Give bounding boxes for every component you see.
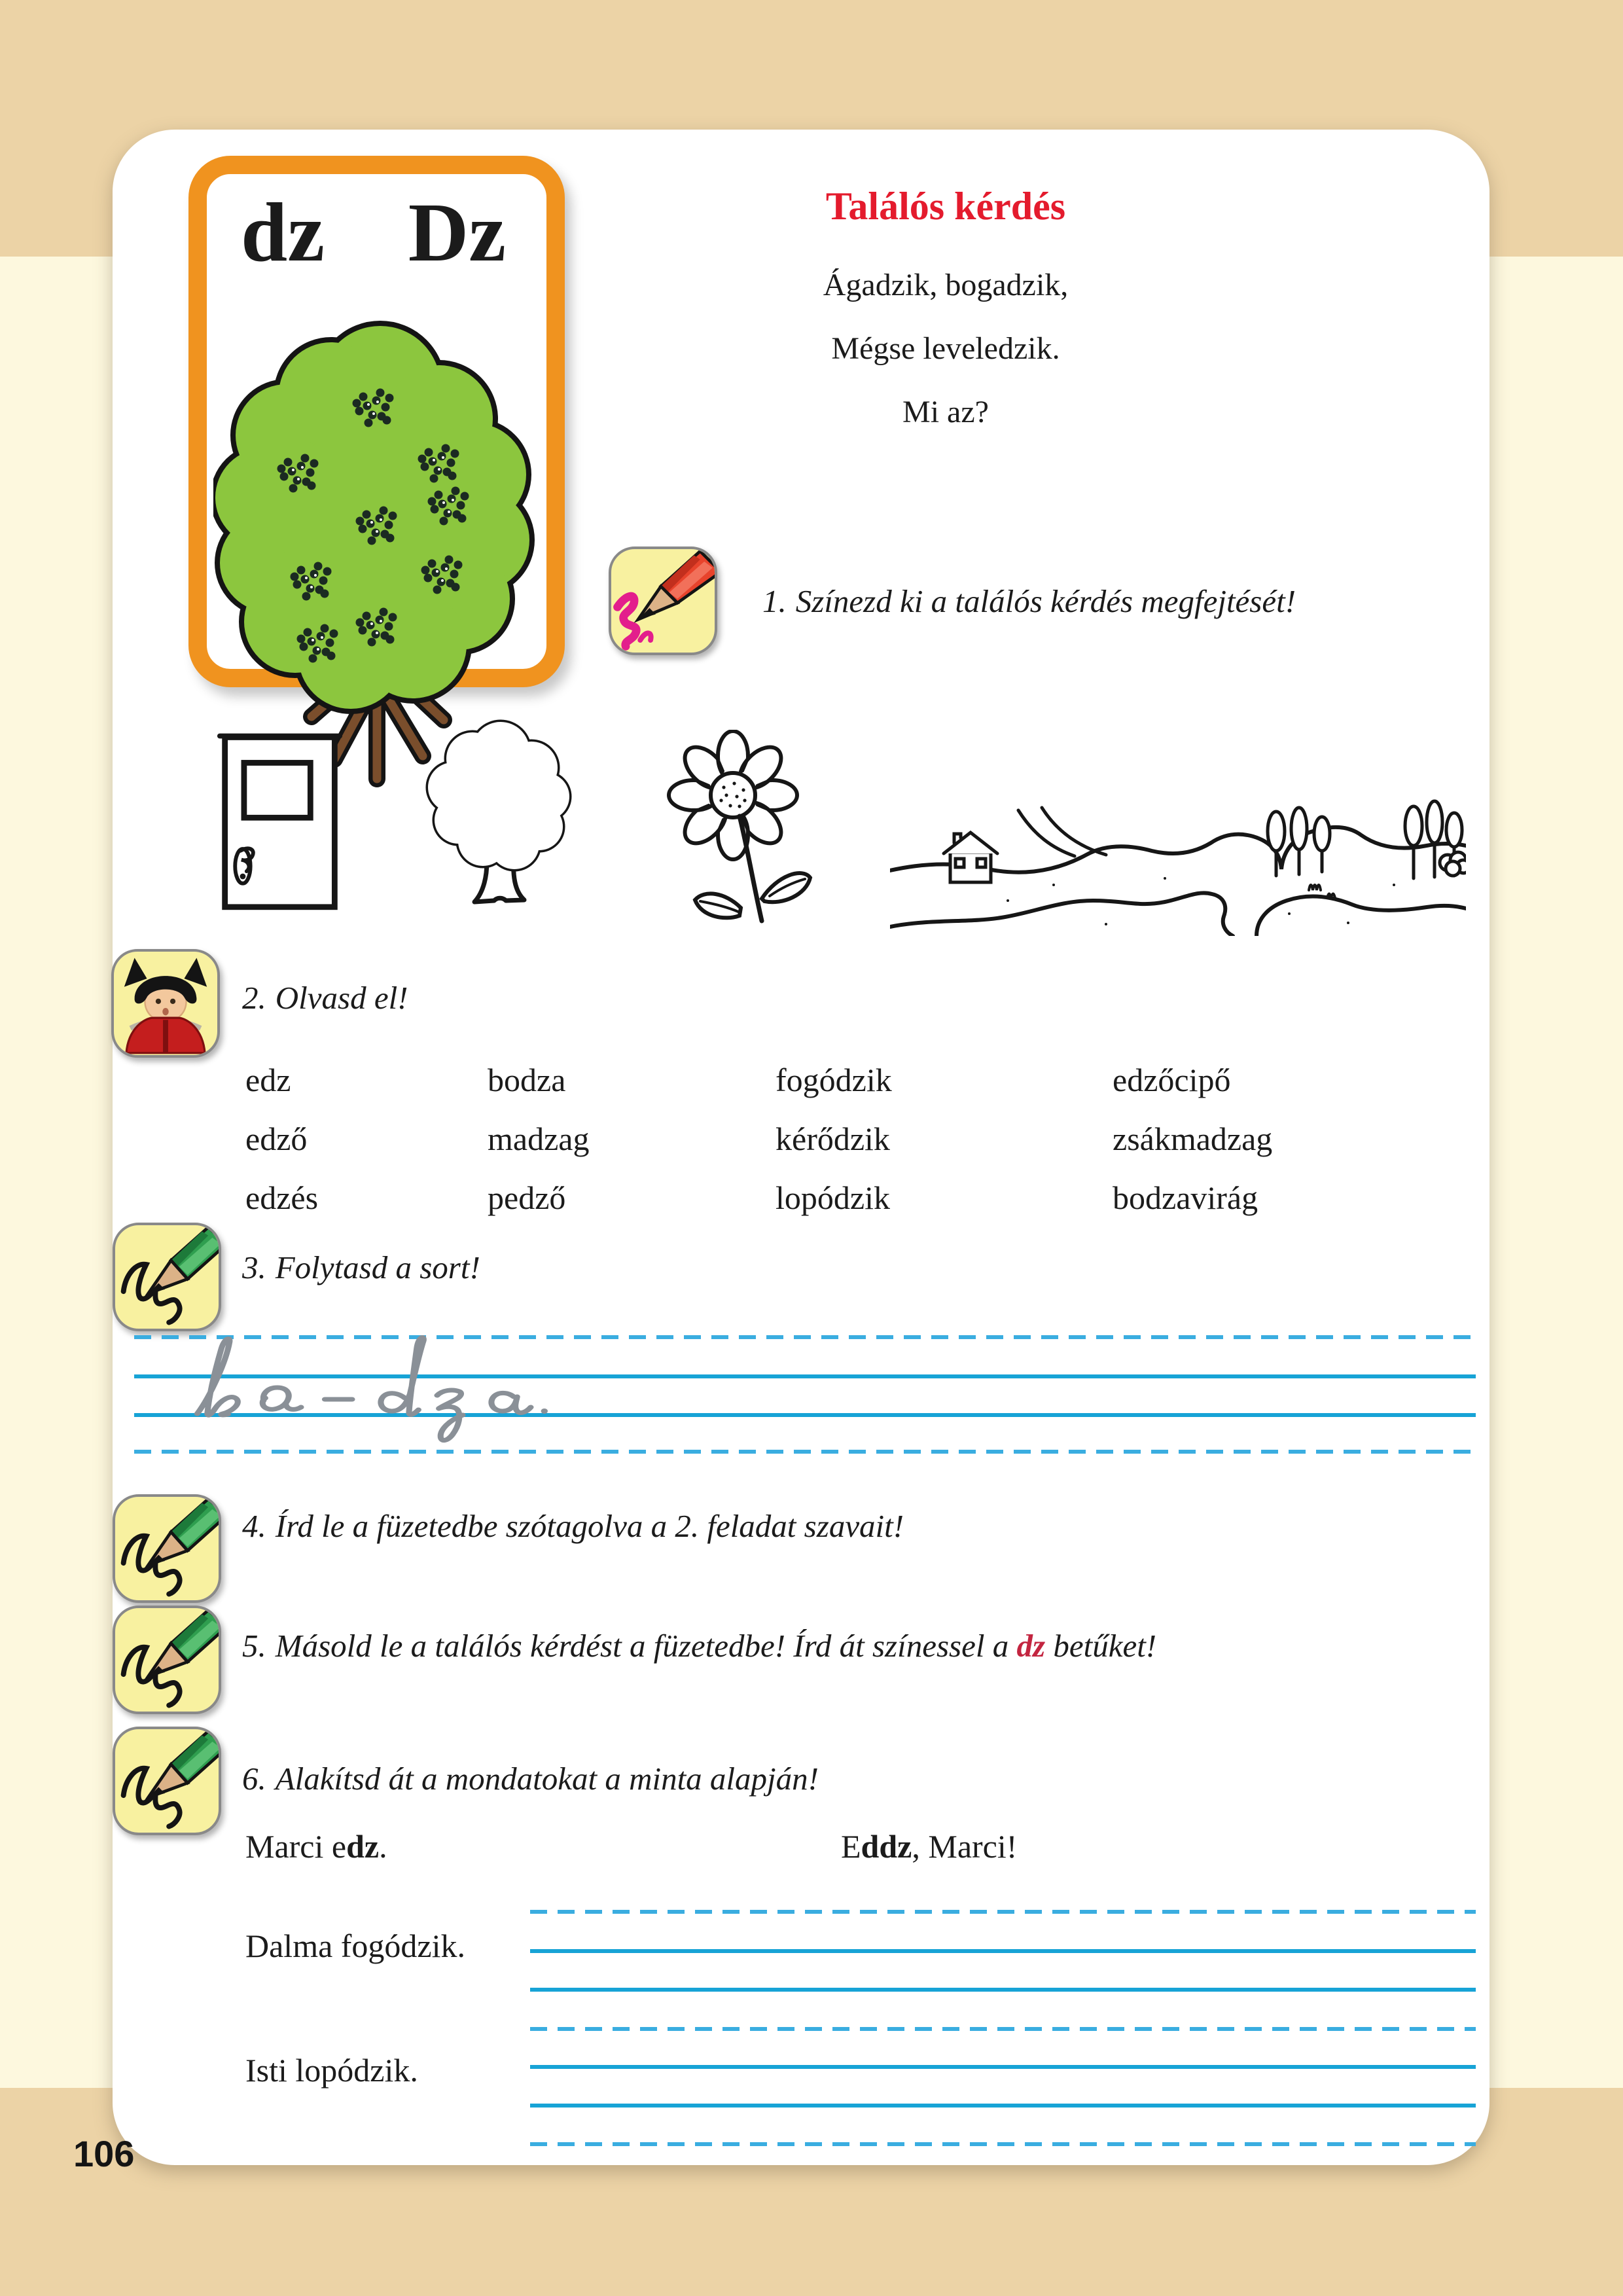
task-text: Másold le a találós kérdést a füzetedbe! Írd át színessel a	[275, 1628, 1017, 1664]
word: bodza	[488, 1062, 566, 1098]
word: edzőcipő	[1113, 1062, 1231, 1098]
handwriting-guide-line	[530, 2065, 1476, 2069]
task-text: Színezd ki a találós kérdés megfejtését!	[795, 583, 1296, 619]
red-pencil-drawing	[611, 549, 715, 653]
word: zsákmadzag	[1113, 1121, 1273, 1157]
page-number: 106	[73, 2133, 135, 2174]
letter-pair	[207, 174, 546, 279]
word: edzés	[245, 1179, 319, 1216]
example-text: , Marci!	[912, 1828, 1018, 1865]
task-number: 3.	[242, 1249, 266, 1285]
flower-coloring-drawing	[641, 730, 818, 929]
word: fogódzik	[776, 1062, 892, 1098]
example-sentence-left	[245, 1826, 387, 1867]
writing-pencil-icon	[113, 1727, 221, 1835]
writing-pencil-icon	[113, 1223, 221, 1331]
elderberry-bush-illustration	[213, 298, 541, 668]
example-bold-dz: dz	[346, 1828, 380, 1865]
example-text: E	[841, 1828, 861, 1865]
task-text: Írd le a füzetedbe szótagolva a 2. feladat szavait!	[275, 1508, 904, 1544]
handwriting-guide-line	[530, 2142, 1476, 2146]
lowercase-dz: dz	[241, 186, 325, 279]
word: lopódzik	[776, 1179, 890, 1216]
task-text: Olvasd el!	[275, 980, 408, 1016]
riddle-title: Találós kérdés	[825, 185, 1066, 228]
word-column-2	[488, 1050, 589, 1227]
handwriting-guide-line	[530, 2027, 1476, 2031]
word: edz	[245, 1062, 291, 1098]
task-5-instruction	[242, 1626, 1156, 1666]
example-sentence-right	[841, 1826, 1017, 1867]
reading-girl-drawing	[114, 952, 217, 1055]
task-text: Folytasd a sort!	[275, 1249, 480, 1285]
word-column-4	[1113, 1050, 1272, 1227]
coloring-pencil-icon	[609, 547, 717, 655]
word-column-3	[776, 1050, 892, 1227]
cursive-trace-sample	[182, 1333, 601, 1452]
uppercase-dz: Dz	[408, 186, 506, 279]
task-2-instruction	[242, 978, 408, 1018]
word: pedző	[488, 1179, 566, 1216]
sentence-label: Isti lopódzik.	[245, 2052, 418, 2089]
task-6-instruction	[242, 1759, 819, 1799]
writing-pencil-icon	[113, 1494, 221, 1603]
task-4-instruction	[242, 1506, 904, 1547]
riddle-text	[717, 253, 1175, 444]
word: bodzavirág	[1113, 1179, 1258, 1216]
tree-coloring-drawing	[419, 710, 582, 913]
writing-pencil-icon	[113, 1605, 221, 1714]
riddle-line: Mi az?	[902, 395, 989, 429]
task-1-instruction	[762, 581, 1296, 622]
example-bold-ddz: ddz	[861, 1828, 912, 1865]
handwriting-guide-line	[530, 1949, 1476, 1953]
sentence-label: Dalma fogódzik.	[245, 1928, 466, 1964]
task-number: 5.	[242, 1628, 266, 1664]
example-text: Marci e	[245, 1828, 347, 1865]
task-number: 6.	[242, 1761, 266, 1797]
task-3-instruction	[242, 1247, 480, 1288]
task-text: betűket!	[1045, 1628, 1157, 1664]
word-column-1	[245, 1050, 318, 1227]
task-number: 2.	[242, 980, 266, 1016]
reading-girl-icon	[111, 949, 220, 1058]
handwriting-guide-line	[530, 2104, 1476, 2108]
highlighted-dz: dz	[1016, 1628, 1046, 1664]
word: madzag	[488, 1121, 590, 1157]
riddle-line: Ágadzik, bogadzik,	[823, 268, 1069, 302]
door-coloring-drawing	[216, 723, 344, 913]
task-text: Alakítsd át a mondatokat a minta alapján!	[275, 1761, 819, 1797]
handwriting-guide-line	[530, 1910, 1476, 1914]
riddle-line: Mégse leveledzik.	[831, 331, 1060, 366]
word: kérődzik	[776, 1121, 890, 1157]
letter-card	[188, 156, 565, 687]
word: edző	[245, 1121, 308, 1157]
handwriting-guide-line	[530, 1988, 1476, 1992]
task-number: 1.	[762, 583, 787, 619]
task-number: 4.	[242, 1508, 266, 1544]
example-text: .	[379, 1828, 387, 1865]
river-landscape-coloring-drawing	[890, 772, 1466, 936]
